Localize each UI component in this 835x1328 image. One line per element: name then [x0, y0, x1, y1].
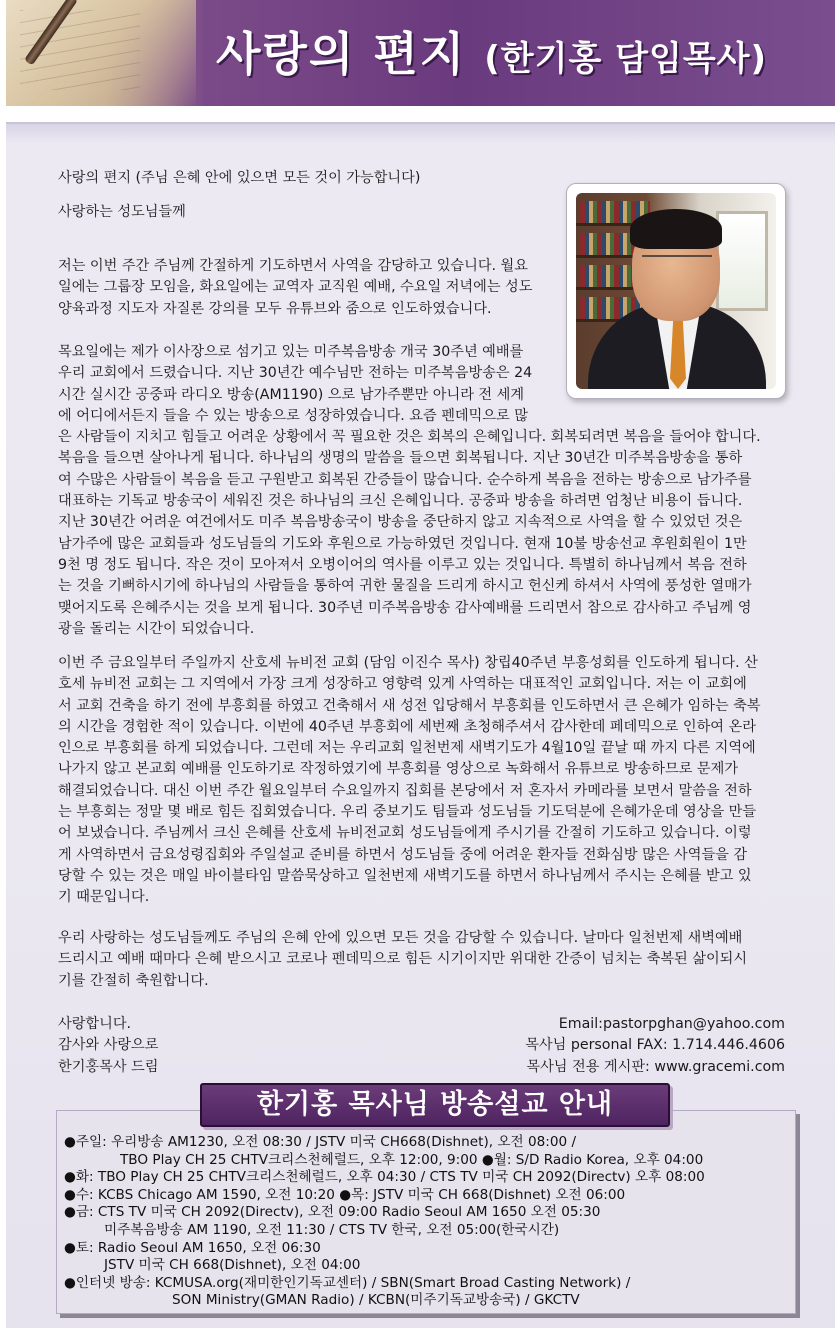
text-line: 호세 뉴비전 교회는 그 지역에서 가장 크게 성장하고 영향력 있게 사역하는 대표적인 교회입니다. 저는 이 교회에 [58, 676, 747, 693]
text-line: 시간 실시간 공중파 라디오 방송(AM1190) 으로 남가주뿐만 아니라 전 세계 [58, 386, 525, 403]
text-line: 에 어디에서든지 들을 수 있는 방송으로 성장하였습니다. 요즘 펜데믹으로 많 [58, 407, 528, 424]
text-line: 남가주에 많은 교회들과 성도님들의 기도와 후원으로 가능하였던 것입니다. 현재 10불 방송선교 후원회원이 1만 [58, 535, 747, 552]
text-line: 나가지 않고 본교회 예배를 인도하기로 작정하였기에 부흥회를 영상으로 녹화해서 유튜브로 방송하므로 문제가 [58, 761, 739, 778]
text-line: 는 것을 기뻐하시기에 하나님의 사람들을 통하여 귀한 물질을 드리게 하시고 헌신케 하셔서 사역에 풍성한 열매가 [58, 578, 752, 595]
text-line: 일에는 그룹장 모임을, 화요일에는 교역자 교직원 예배, 수요일 저녁에는 성도 [58, 279, 533, 296]
text-line: 목요일에는 제가 이사장으로 섬기고 있는 미주복음방송 개국 30주년 예배를 [58, 344, 524, 360]
text-line: 당할 수 있는 것은 매일 바이블타임 말씀묵상하고 일천번제 새벽기도를 하면서 하나님께서 주시는 은혜를 받고 있 [58, 867, 752, 884]
schedule-line: ●금: CTS TV 미국 CH 2092(Directv), 오전 09:00 Radio Seoul AM 1650 오전 05:30 [64, 1204, 601, 1221]
text-line: 이번 주 금요일부터 주일까지 산호세 뉴비전 교회 (담임 이진수 목사) 창립40주년 부흥성회를 인도하게 됩니다. 산 [58, 655, 758, 671]
text-line: 드리시고 예배 때마다 은혜 받으시고 코로나 펜데믹으로 힘든 시기이지만 위대한 간증이 넘치는 축복된 삶이되시 [58, 951, 748, 968]
paragraph-1 [58, 256, 558, 320]
schedule-line: JSTV 미국 CH 668(Dishnet), 오전 04:00 [104, 1257, 361, 1274]
schedule-line: 미주복음방송 AM 1190, 오전 11:30 / CTS TV 한국, 오전 05:00(한국시간) [104, 1221, 560, 1238]
text-line: 어 보냈습니다. 주님께서 크신 은혜를 산호세 뉴비전교회 성도님들에게 주시기를 간절히 기도하고 있습니다. 이렇 [58, 825, 752, 842]
banner-title-sub: (한기홍 담임목사) [484, 39, 768, 79]
text-line: 우리 교회에서 드렸습니다. 지난 30년간 예수님만 전하는 미주복음방송은 24 [58, 365, 533, 382]
text-line: 대표하는 기독교 방송국이 세워진 것은 하나님의 크신 은혜입니다. 공중파 방송을 하려면 엄청난 비용이 듭니다. [58, 493, 743, 510]
contact-fax: 목사님 personal FAX: 1.714.446.4606 [525, 1037, 785, 1054]
text-line: 게 사역하면서 금요성령집회와 주일설교 준비를 하면서 성도님들 중에 어려운 환자들 전화심방 많은 사역들을 감 [58, 846, 748, 863]
schedule-line: TBO Play CH 25 CHTV크리스천헤럴드, 오후 12:00, 9:00 ●월: S/D Radio Korea, 오후 04:00 [120, 1151, 704, 1168]
broadcast-schedule [64, 1134, 794, 1310]
banner-title [216, 14, 767, 94]
text-line: 양육과정 지도자 자질론 강의를 모두 유튜브와 줌으로 인도하였습니다. [58, 300, 492, 317]
text-line: 기를 간절히 축원합니다. [58, 972, 209, 989]
contact-email: Email:pastorpghan@yahoo.com [558, 1016, 785, 1032]
signature: 한기홍목사 드림 [58, 1058, 159, 1075]
text-line: 인으로 부흥회를 하게 되었습니다. 그런데 저는 우리교회 일천번제 새벽기도가 4월10일 끝날 때 까지 다른 지역에 [58, 740, 756, 757]
broadcast-title: 한기홍 목사님 방송설교 안내 [200, 1083, 670, 1127]
text-line: 의 시간을 경험한 적이 있습니다. 이번에 40주년 부흥회에 세번째 초청해주셔서 감사한데 페데믹으로 인하여 온라 [58, 718, 756, 735]
banner [6, 0, 835, 106]
text-line: 기 때문입니다. [58, 889, 150, 906]
paragraph-4 [58, 928, 794, 992]
letter-title: 사랑의 편지 (주님 은혜 안에 있으면 모든 것이 가능합니다) [58, 170, 421, 186]
text-line: 9천 명 정도 됩니다. 작은 것이 모아져서 오병이어의 역사를 이루고 있는 것입니다. 특별히 하나님께서 복음 전하 [58, 556, 747, 573]
letter-closing [58, 1014, 158, 1078]
closing-line: 사랑합니다. [58, 1016, 132, 1032]
text-line: 맺어지도록 은혜주시는 것을 보게 됩니다. 30주년 미주복음방송 감사예배를 드리면서 참으로 감사하고 주님께 영 [58, 599, 752, 616]
schedule-line: SON Ministry(GMAN Radio) / KCBN(미주기독교방송국) / GKCTV [172, 1292, 580, 1309]
text-line: 우리 사랑하는 성도님들께도 주님의 은혜 안에 있으면 모든 것을 감당할 수 있습니다. 날마다 일천번제 새벽예배 [58, 930, 743, 946]
contact-board: 목사님 전용 게시판: www.gracemi.com [526, 1058, 785, 1075]
schedule-line: ●수: KCBS Chicago AM 1590, 오전 10:20 ●목: JSTV 미국 CH 668(Dishnet) 오전 06:00 [64, 1186, 626, 1203]
schedule-line: ●주일: 우리방송 AM1230, 오전 08:30 / JSTV 미국 CH668(Dishnet), 오전 08:00 / [64, 1134, 577, 1150]
paragraph-3 [58, 653, 794, 909]
schedule-line: ●화: TBO Play CH 25 CHTV크리스천헤럴드, 오후 04:30 / CTS TV 미국 CH 2092(Directv) 오후 08:00 [64, 1169, 705, 1186]
text-line: 서 교회 건축을 하기 전에 부흥회를 하였고 건축해서 새 성전 입당해서 부흥회를 인도하면서 큰 은혜가 임하는 축복 [58, 697, 761, 714]
text-line: 은 사람들이 지치고 힘들고 어려운 상황에서 꼭 필요한 것은 회복의 은혜입니다. 회복되려면 복음을 들어야 합니다. [58, 429, 761, 446]
closing-line: 감사와 사랑으로 [58, 1037, 159, 1054]
text-line: 해결되었습니다. 대신 이번 주간 월요일부터 수요일까지 집회를 본당에서 저 혼자서 카메라를 보면서 말씀을 전하 [58, 782, 752, 799]
text-line: 저는 이번 주간 주님께 간절하게 기도하면서 사역을 감당하고 있습니다. 월요 [58, 258, 528, 274]
schedule-line: ●토: Radio Seoul AM 1650, 오전 06:30 [64, 1239, 321, 1256]
letter-greeting: 사랑하는 성도님들께 [58, 204, 186, 220]
banner-title-main: 사랑의 편지 [216, 27, 467, 81]
text-line: 는 부흥회는 정말 몇 배로 힘든 집회였습니다. 우리 중보기도 팀들과 성도님들 기도덕분에 은혜가운데 영상을 만들 [58, 804, 757, 821]
paragraph-2 [58, 342, 794, 640]
contact-info [525, 1014, 785, 1078]
text-line: 지난 30년간 어려운 여건에서도 미주 복음방송국이 방송을 중단하지 않고 지속적으로 사역을 할 수 있었던 것은 [58, 514, 743, 531]
text-line: 복음을 들으면 살아나게 됩니다. 하나님의 생명의 말씀을 들으면 회복됩니다. 지난 30년간 미주복음방송을 통하 [58, 450, 743, 467]
schedule-line: ●인터넷 방송: KCMUSA.org(재미한인기독교센터) / SBN(Smart Broad Casting Network) / [64, 1274, 631, 1291]
text-line: 광을 돌리는 시간이 되었습니다. [58, 620, 255, 637]
text-line: 여 수많은 사람들이 복음을 듣고 구원받고 회복된 간증들이 많습니다. 순수하게 복음을 전하는 방송으로 남가주를 [58, 471, 752, 488]
